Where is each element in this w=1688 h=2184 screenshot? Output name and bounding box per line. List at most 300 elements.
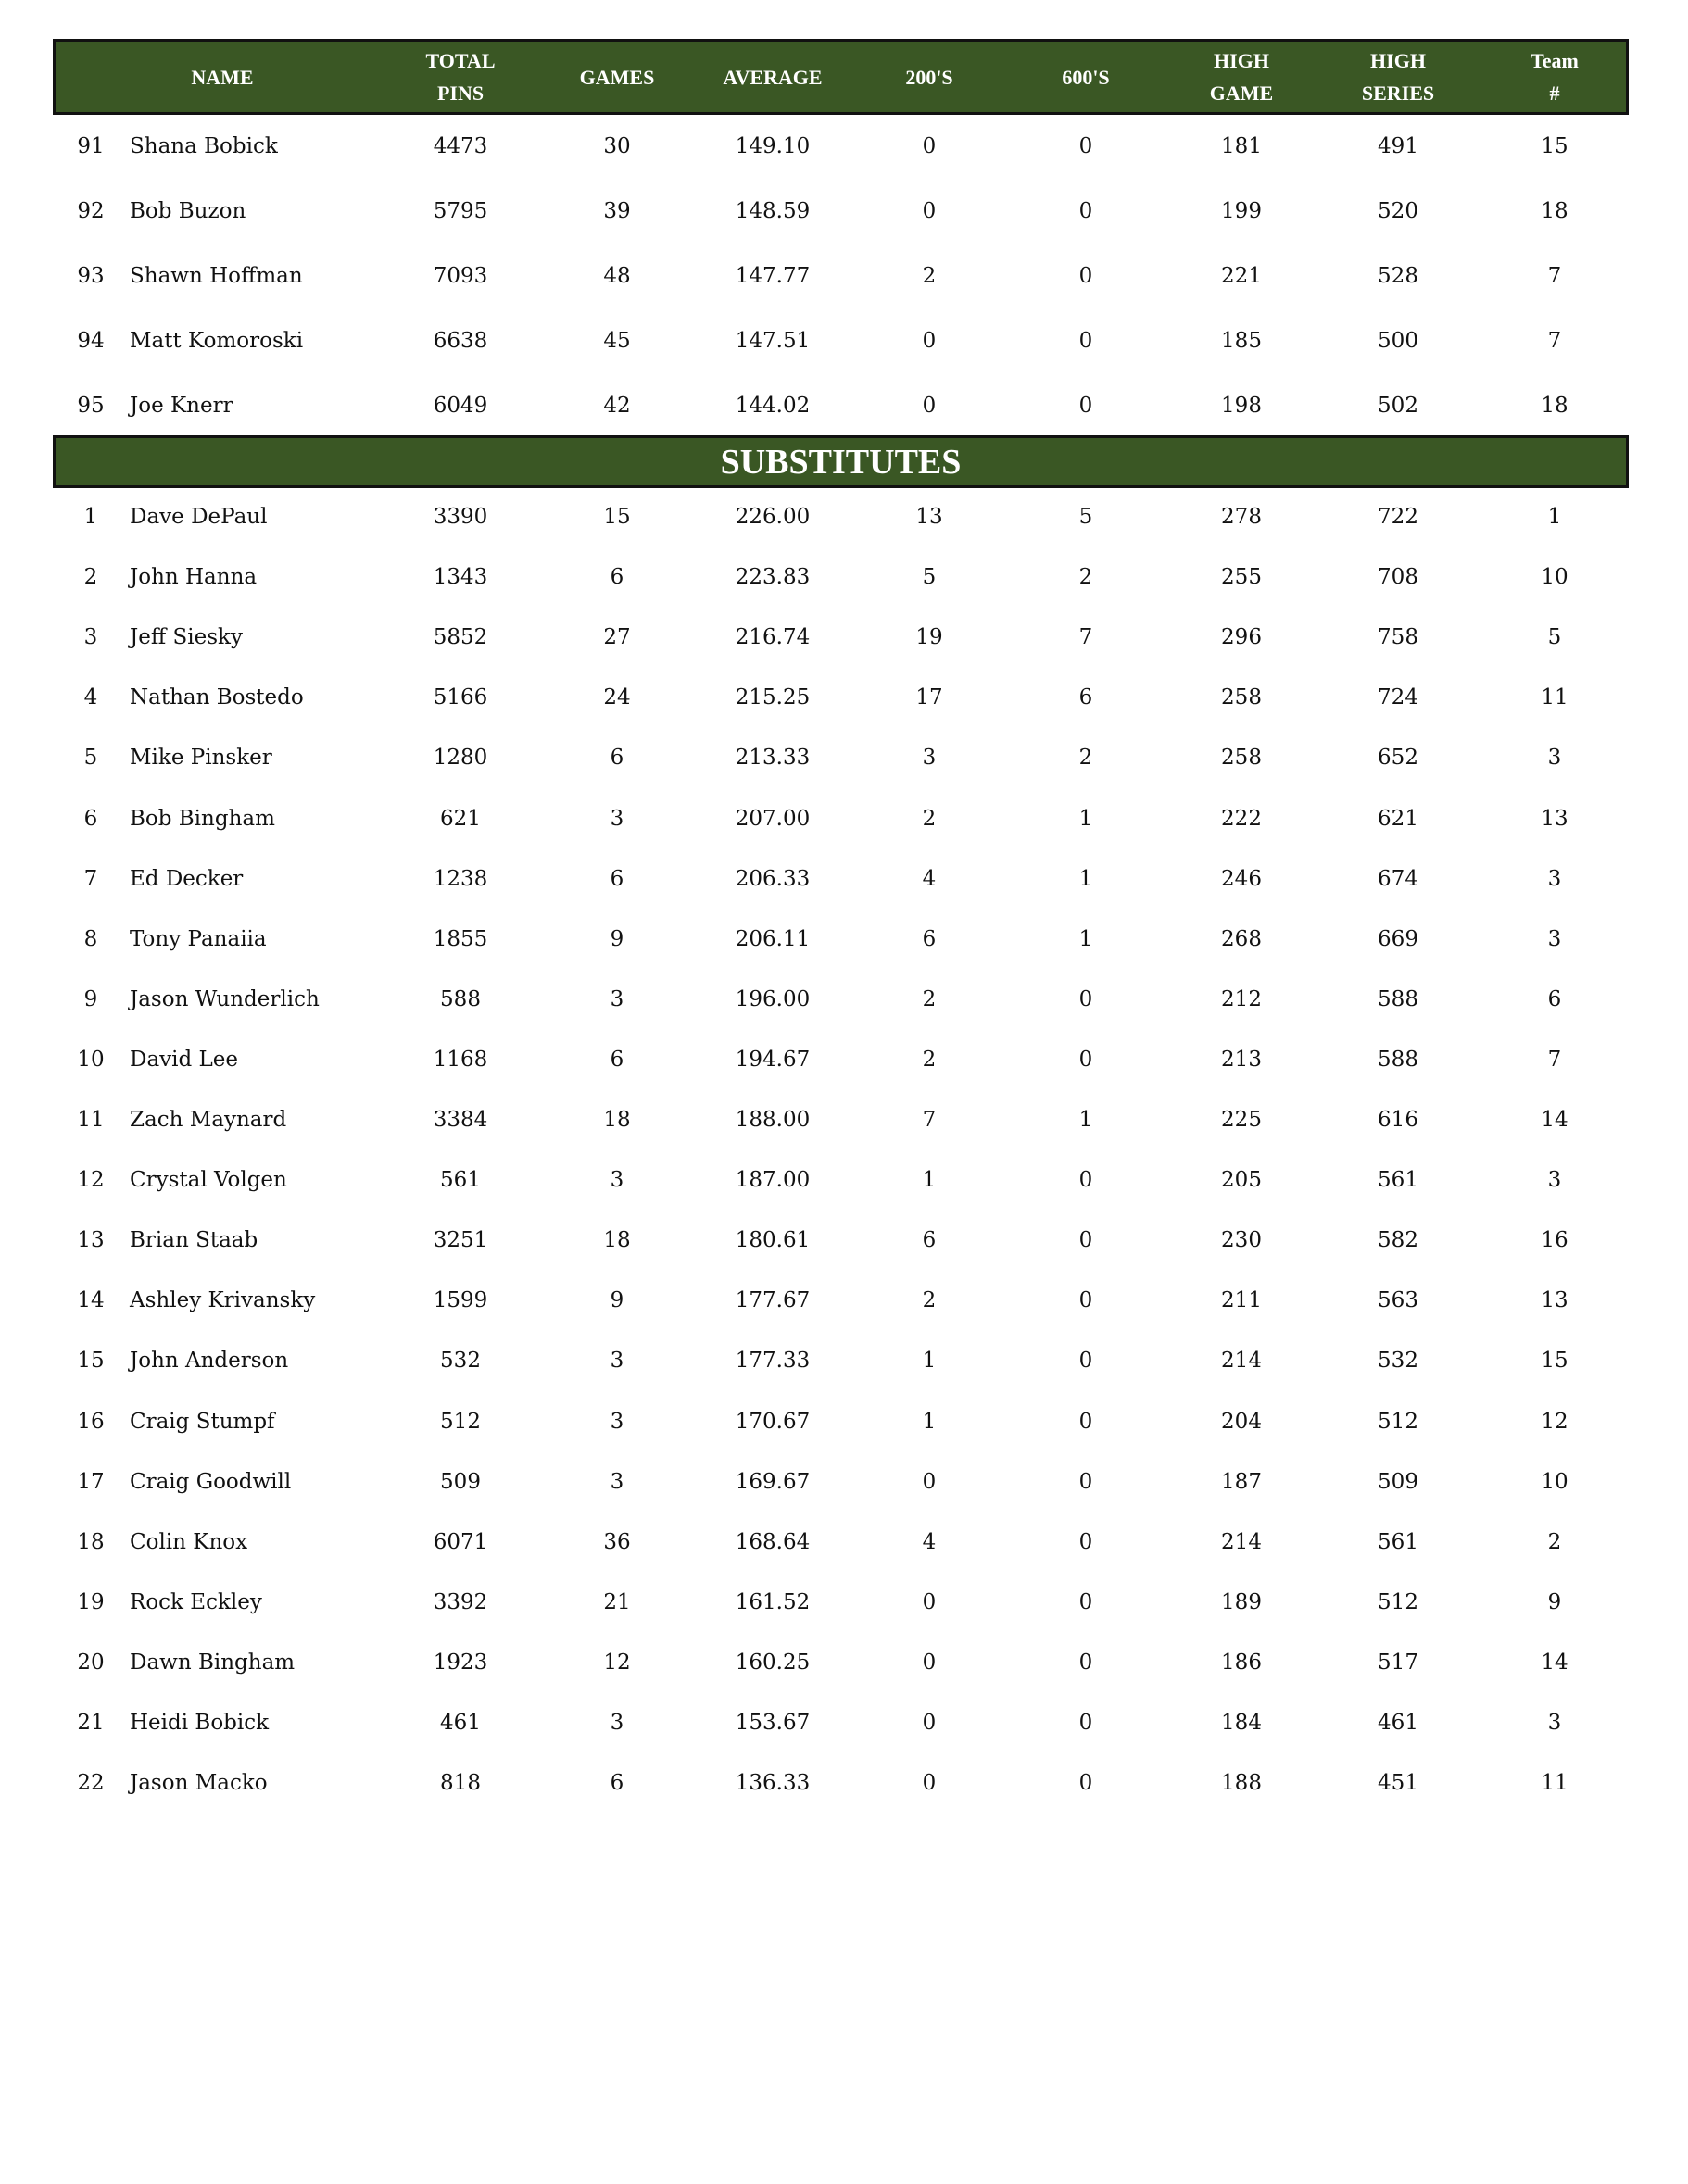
table-row [53,739,1629,776]
cell-rank: 16 [77,1409,105,1434]
cell-average: 207.00 [735,806,811,831]
cell-high-series: 512 [1378,1409,1418,1434]
cell-six-hundreds: 0 [1078,1771,1093,1796]
cell-high-series: 588 [1378,1047,1418,1072]
cell-rank: 12 [77,1168,105,1193]
cell-two-hundreds: 0 [922,1771,937,1796]
cell-rank: 18 [77,1529,105,1554]
cell-team-number: 10 [1541,1469,1568,1494]
cell-six-hundreds: 6 [1078,685,1093,710]
cell-name: Jason Wunderlich [130,986,320,1011]
cell-team-number: 15 [1541,1349,1568,1374]
cell-rank: 2 [83,565,98,590]
cell-six-hundreds: 2 [1078,746,1093,771]
cell-rank: 95 [77,394,105,418]
cell-team-number: 15 [1541,134,1568,158]
table-row [53,322,1629,359]
cell-six-hundreds: 1 [1078,1108,1093,1132]
cell-two-hundreds: 1 [922,1409,937,1434]
column-header-two-hundreds: 200'S [905,65,953,89]
cell-six-hundreds: 0 [1078,1228,1093,1253]
cell-six-hundreds: 0 [1078,1469,1093,1494]
cell-total-pins: 1168 [433,1047,488,1072]
cell-games: 45 [603,329,631,353]
cell-high-game: 296 [1221,625,1262,650]
cell-name: Bob Bingham [130,806,275,831]
cell-high-game: 255 [1221,565,1262,590]
cell-name: John Hanna [130,565,258,590]
cell-high-game: 212 [1221,986,1262,1011]
cell-games: 3 [610,1469,624,1494]
cell-two-hundreds: 1 [922,1168,937,1193]
table-row [53,1584,1629,1621]
cell-rank: 21 [77,1711,105,1735]
cell-games: 6 [610,866,624,891]
cell-total-pins: 621 [440,806,481,831]
cell-name: Dawn Bingham [130,1650,296,1675]
column-header-six-hundreds: 600'S [1062,65,1110,89]
cell-team-number: 10 [1541,565,1568,590]
cell-games: 18 [603,1228,631,1253]
cell-two-hundreds: 0 [922,1650,937,1675]
cell-rank: 10 [77,1047,105,1072]
cell-rank: 9 [83,986,98,1011]
cell-two-hundreds: 4 [922,866,937,891]
cell-games: 42 [603,394,631,418]
cell-name: Mike Pinsker [130,746,272,771]
cell-rank: 5 [83,746,98,771]
cell-high-series: 588 [1378,986,1418,1011]
cell-games: 3 [610,1409,624,1434]
table-row [53,387,1629,424]
cell-team-number: 1 [1547,505,1562,529]
table-row [53,679,1629,716]
cell-two-hundreds: 0 [922,394,937,418]
cell-rank: 1 [83,505,98,529]
cell-rank: 15 [77,1349,105,1374]
cell-high-series: 512 [1378,1589,1418,1614]
cell-name: Tony Panaiia [130,926,267,951]
table-row [53,1161,1629,1199]
cell-two-hundreds: 3 [922,746,937,771]
cell-high-series: 758 [1378,625,1418,650]
table-row [53,800,1629,837]
cell-total-pins: 5795 [433,199,488,223]
table-row [53,257,1629,295]
cell-six-hundreds: 0 [1078,134,1093,158]
cell-rank: 92 [77,199,105,223]
cell-six-hundreds: 1 [1078,926,1093,951]
table-row [53,619,1629,656]
cell-high-game: 268 [1221,926,1262,951]
cell-rank: 94 [77,329,105,353]
cell-name: Shawn Hoffman [130,264,303,288]
table-row [53,1342,1629,1379]
cell-high-series: 722 [1378,505,1418,529]
column-header-high-series: HIGH SERIES [1361,49,1435,105]
cell-six-hundreds: 0 [1078,264,1093,288]
table-row [53,1041,1629,1078]
cell-games: 6 [610,746,624,771]
cell-team-number: 11 [1541,1771,1568,1796]
cell-six-hundreds: 0 [1078,986,1093,1011]
cell-team-number: 2 [1547,1529,1562,1554]
table-row [53,1222,1629,1259]
cell-team-number: 11 [1541,685,1568,710]
cell-high-series: 669 [1378,926,1418,951]
cell-total-pins: 3392 [433,1589,488,1614]
cell-name: Dave DePaul [130,505,268,529]
cell-rank: 14 [77,1288,105,1313]
cell-high-game: 205 [1221,1168,1262,1193]
cell-high-series: 674 [1378,866,1418,891]
cell-name: Heidi Bobick [130,1711,270,1735]
cell-high-game: 186 [1221,1650,1262,1675]
cell-average: 168.64 [735,1529,811,1554]
cell-six-hundreds: 0 [1078,1409,1093,1434]
cell-high-game: 278 [1221,505,1262,529]
table-row [53,559,1629,596]
column-header-average: AVERAGE [723,65,823,89]
cell-high-game: 225 [1221,1108,1262,1132]
cell-total-pins: 5166 [433,685,488,710]
cell-average: 196.00 [735,986,811,1011]
cell-total-pins: 818 [440,1771,481,1796]
cell-two-hundreds: 13 [915,505,943,529]
cell-high-game: 221 [1221,264,1262,288]
cell-team-number: 3 [1547,866,1562,891]
cell-high-game: 214 [1221,1349,1262,1374]
cell-total-pins: 3384 [433,1108,488,1132]
substitutes-banner [53,435,1629,488]
cell-team-number: 13 [1541,806,1568,831]
table-row [53,1403,1629,1440]
cell-two-hundreds: 0 [922,1469,937,1494]
cell-high-series: 491 [1378,134,1418,158]
cell-average: 213.33 [735,746,811,771]
cell-games: 48 [603,264,631,288]
cell-name: Nathan Bostedo [130,685,304,710]
cell-name: Joe Knerr [130,394,233,418]
cell-high-game: 230 [1221,1228,1262,1253]
cell-average: 153.67 [735,1711,811,1735]
cell-high-game: 246 [1221,866,1262,891]
cell-total-pins: 6638 [433,329,488,353]
table-row [53,1764,1629,1801]
cell-rank: 93 [77,264,105,288]
cell-six-hundreds: 0 [1078,1589,1093,1614]
cell-average: 148.59 [735,199,811,223]
cell-name: Shana Bobick [130,134,278,158]
cell-average: 226.00 [735,505,811,529]
cell-team-number: 3 [1547,746,1562,771]
cell-high-game: 198 [1221,394,1262,418]
cell-six-hundreds: 0 [1078,199,1093,223]
cell-games: 24 [603,685,631,710]
cell-team-number: 7 [1547,329,1562,353]
column-header-total-pins: TOTAL PINS [425,49,496,105]
cell-two-hundreds: 0 [922,199,937,223]
cell-high-series: 616 [1378,1108,1418,1132]
cell-team-number: 7 [1547,1047,1562,1072]
cell-total-pins: 5852 [433,625,488,650]
cell-two-hundreds: 2 [922,986,937,1011]
cell-average: 160.25 [735,1650,811,1675]
cell-high-series: 528 [1378,264,1418,288]
cell-name: Jason Macko [130,1771,268,1796]
cell-high-game: 185 [1221,329,1262,353]
cell-average: 187.00 [735,1168,811,1193]
cell-games: 18 [603,1108,631,1132]
cell-team-number: 3 [1547,1168,1562,1193]
table-row [53,1704,1629,1741]
cell-name: Ashley Krivansky [130,1288,316,1313]
cell-two-hundreds: 0 [922,329,937,353]
cell-high-game: 222 [1221,806,1262,831]
cell-six-hundreds: 0 [1078,1650,1093,1675]
cell-total-pins: 6049 [433,394,488,418]
cell-two-hundreds: 2 [922,1288,937,1313]
cell-high-series: 461 [1378,1711,1418,1735]
cell-high-series: 502 [1378,394,1418,418]
cell-high-series: 724 [1378,685,1418,710]
cell-average: 170.67 [735,1409,811,1434]
cell-six-hundreds: 0 [1078,1288,1093,1313]
cell-high-series: 708 [1378,565,1418,590]
cell-rank: 91 [77,134,105,158]
cell-total-pins: 1280 [433,746,488,771]
cell-six-hundreds: 0 [1078,1711,1093,1735]
table-row [53,1524,1629,1561]
table-row [53,1644,1629,1681]
cell-games: 12 [603,1650,631,1675]
cell-games: 27 [603,625,631,650]
cell-team-number: 18 [1541,199,1568,223]
cell-high-series: 582 [1378,1228,1418,1253]
cell-average: 216.74 [735,625,811,650]
cell-games: 21 [603,1589,631,1614]
cell-six-hundreds: 0 [1078,1529,1093,1554]
cell-two-hundreds: 0 [922,1711,937,1735]
cell-rank: 20 [77,1650,105,1675]
cell-total-pins: 532 [440,1349,481,1374]
cell-name: Colin Knox [130,1529,248,1554]
cell-team-number: 12 [1541,1409,1568,1434]
cell-name: Craig Stumpf [130,1409,275,1434]
cell-high-series: 652 [1378,746,1418,771]
cell-high-game: 184 [1221,1711,1262,1735]
cell-six-hundreds: 0 [1078,394,1093,418]
cell-two-hundreds: 2 [922,806,937,831]
column-header-high-game: HIGH GAME [1209,49,1274,105]
cell-high-game: 187 [1221,1469,1262,1494]
cell-team-number: 13 [1541,1288,1568,1313]
column-header-games: GAMES [579,65,655,89]
cell-high-series: 520 [1378,199,1418,223]
cell-high-series: 532 [1378,1349,1418,1374]
cell-total-pins: 509 [440,1469,481,1494]
cell-high-series: 509 [1378,1469,1418,1494]
column-header-name: NAME [191,65,254,89]
cell-rank: 3 [83,625,98,650]
cell-rank: 6 [83,806,98,831]
cell-two-hundreds: 6 [922,926,937,951]
cell-two-hundreds: 6 [922,1228,937,1253]
cell-total-pins: 1923 [433,1650,488,1675]
cell-rank: 11 [77,1108,105,1132]
cell-rank: 22 [77,1771,105,1796]
cell-two-hundreds: 7 [922,1108,937,1132]
cell-rank: 13 [77,1228,105,1253]
cell-average: 177.33 [735,1349,811,1374]
cell-name: John Anderson [130,1349,289,1374]
cell-two-hundreds: 17 [915,685,943,710]
cell-name: Matt Komoroski [130,329,304,353]
cell-rank: 17 [77,1469,105,1494]
cell-six-hundreds: 0 [1078,1349,1093,1374]
cell-games: 6 [610,1047,624,1072]
cell-total-pins: 4473 [433,134,488,158]
cell-rank: 19 [77,1589,105,1614]
cell-average: 177.67 [735,1288,811,1313]
cell-team-number: 18 [1541,394,1568,418]
table-row [53,921,1629,958]
cell-name: Zach Maynard [130,1108,287,1132]
cell-high-game: 211 [1221,1288,1262,1313]
cell-two-hundreds: 0 [922,1589,937,1614]
cell-games: 3 [610,806,624,831]
cell-six-hundreds: 0 [1078,1168,1093,1193]
cell-six-hundreds: 1 [1078,806,1093,831]
cell-games: 3 [610,986,624,1011]
cell-high-series: 563 [1378,1288,1418,1313]
column-header-team-number: Team # [1531,49,1579,105]
cell-name: Ed Decker [130,866,244,891]
cell-six-hundreds: 1 [1078,866,1093,891]
cell-six-hundreds: 0 [1078,329,1093,353]
cell-total-pins: 512 [440,1409,481,1434]
table-row [53,128,1629,165]
cell-two-hundreds: 0 [922,134,937,158]
cell-two-hundreds: 5 [922,565,937,590]
substitutes-title: SUBSTITUTES [720,442,962,482]
cell-average: 206.33 [735,866,811,891]
cell-high-game: 204 [1221,1409,1262,1434]
cell-high-series: 517 [1378,1650,1418,1675]
cell-rank: 7 [83,866,98,891]
cell-average: 149.10 [735,134,811,158]
cell-name: David Lee [130,1047,239,1072]
cell-total-pins: 1599 [433,1288,488,1313]
cell-two-hundreds: 2 [922,264,937,288]
cell-total-pins: 6071 [433,1529,488,1554]
cell-total-pins: 1343 [433,565,488,590]
cell-high-game: 199 [1221,199,1262,223]
cell-name: Crystal Volgen [130,1168,287,1193]
cell-average: 180.61 [735,1228,811,1253]
cell-games: 3 [610,1349,624,1374]
cell-high-game: 258 [1221,746,1262,771]
cell-name: Bob Buzon [130,199,246,223]
cell-name: Jeff Siesky [130,625,243,650]
cell-six-hundreds: 5 [1078,505,1093,529]
cell-games: 36 [603,1529,631,1554]
cell-two-hundreds: 2 [922,1047,937,1072]
cell-high-game: 181 [1221,134,1262,158]
cell-team-number: 3 [1547,1711,1562,1735]
cell-high-game: 258 [1221,685,1262,710]
cell-name: Craig Goodwill [130,1469,292,1494]
cell-average: 147.51 [735,329,811,353]
cell-six-hundreds: 2 [1078,565,1093,590]
cell-high-series: 500 [1378,329,1418,353]
cell-team-number: 5 [1547,625,1562,650]
cell-average: 188.00 [735,1108,811,1132]
table-row [53,193,1629,230]
cell-average: 136.33 [735,1771,811,1796]
cell-games: 15 [603,505,631,529]
cell-average: 147.77 [735,264,811,288]
cell-games: 3 [610,1168,624,1193]
cell-games: 6 [610,1771,624,1796]
table-row [53,981,1629,1018]
cell-team-number: 3 [1547,926,1562,951]
cell-two-hundreds: 1 [922,1349,937,1374]
cell-total-pins: 588 [440,986,481,1011]
cell-total-pins: 461 [440,1711,481,1735]
cell-six-hundreds: 7 [1078,625,1093,650]
cell-two-hundreds: 4 [922,1529,937,1554]
cell-name: Brian Staab [130,1228,258,1253]
cell-average: 144.02 [735,394,811,418]
cell-six-hundreds: 0 [1078,1047,1093,1072]
cell-average: 169.67 [735,1469,811,1494]
cell-total-pins: 3251 [433,1228,488,1253]
cell-rank: 8 [83,926,98,951]
cell-team-number: 9 [1547,1589,1562,1614]
cell-high-series: 561 [1378,1168,1418,1193]
cell-total-pins: 1855 [433,926,488,951]
table-row [53,860,1629,897]
cell-games: 39 [603,199,631,223]
cell-games: 9 [610,926,624,951]
cell-average: 215.25 [735,685,811,710]
cell-high-game: 213 [1221,1047,1262,1072]
cell-games: 30 [603,134,631,158]
cell-total-pins: 1238 [433,866,488,891]
cell-total-pins: 7093 [433,264,488,288]
cell-average: 206.11 [735,926,811,951]
cell-team-number: 14 [1541,1650,1568,1675]
cell-average: 161.52 [735,1589,811,1614]
cell-team-number: 14 [1541,1108,1568,1132]
cell-games: 6 [610,565,624,590]
cell-average: 223.83 [735,565,811,590]
cell-rank: 4 [83,685,98,710]
table-row [53,1463,1629,1500]
table-row [53,1101,1629,1138]
cell-average: 194.67 [735,1047,811,1072]
cell-total-pins: 561 [440,1168,481,1193]
cell-high-game: 189 [1221,1589,1262,1614]
cell-name: Rock Eckley [130,1589,262,1614]
cell-team-number: 16 [1541,1228,1568,1253]
cell-high-game: 188 [1221,1771,1262,1796]
cell-two-hundreds: 19 [915,625,943,650]
table-row [53,1282,1629,1319]
cell-team-number: 7 [1547,264,1562,288]
cell-games: 9 [610,1288,624,1313]
